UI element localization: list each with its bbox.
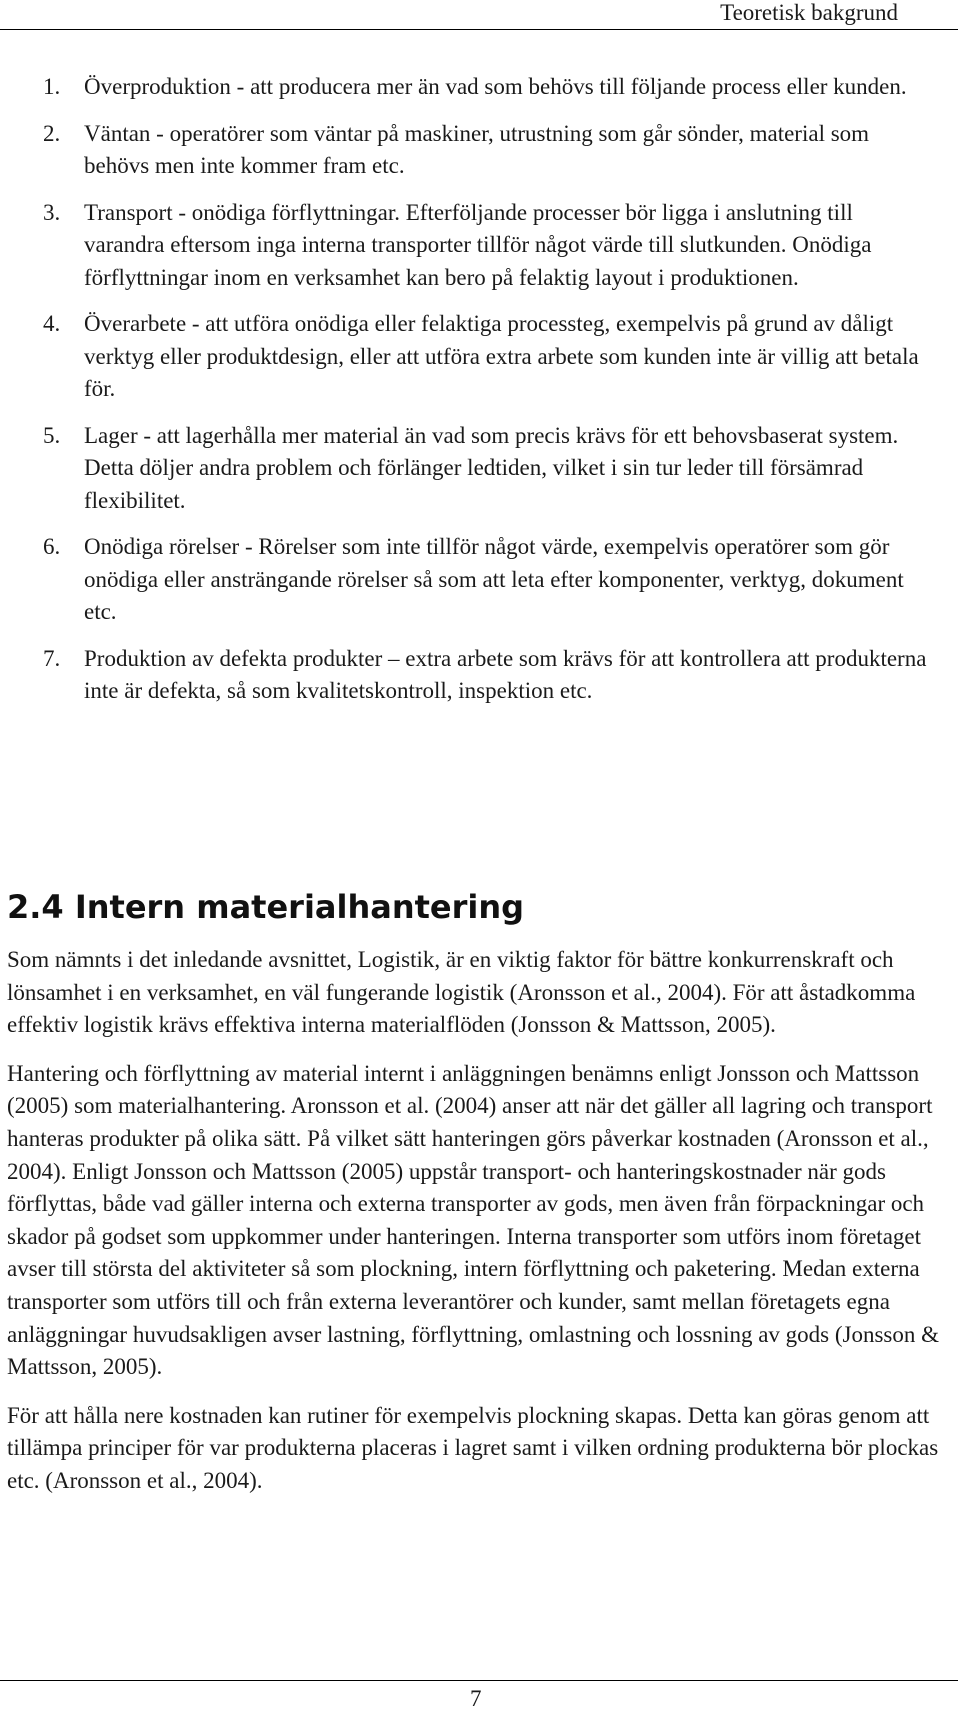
page-footer: [0, 1680, 958, 1711]
list-text: Överarbete - att utföra onödiga eller felaktiga processteg, exempelvis på grund av dåligt verktyg eller produktdesign, eller att utföra extra arbete som kunden inte är villig att betala för.: [84, 311, 919, 401]
list-text: Produktion av defekta produkter – extra arbete som krävs för att kontrollera att produkterna inte är defekta, så som kvalitetskontroll, inspektion etc.: [84, 645, 927, 703]
list-number: 7.: [43, 645, 61, 671]
header-title: Teoretisk bakgrund: [720, 0, 898, 25]
waste-list: [0, 71, 958, 722]
list-item: [0, 71, 958, 104]
list-text: Transport - onödiga förflyttningar. Efterföljande processer bör ligga i anslutning till varandra eftersom inga interna transporter tillför något värde till slutkunden. Onödiga förflyttningar inom en verksamhet kan bero på felaktig layout i produktionen.: [84, 199, 872, 290]
list-number: 5.: [43, 422, 61, 448]
running-header: [0, 0, 958, 30]
list-text: Väntan - operatörer som väntar på maskiner, utrustning som går sönder, material som behövs men inte kommer fram etc.: [84, 120, 870, 178]
list-item: [0, 420, 958, 518]
list-number: 6.: [43, 534, 61, 559]
list-text: Överproduktion - att producera mer än vad som behövs till följande process eller kunden.: [84, 74, 907, 99]
body-paragraph: För att hålla nere kostnaden kan rutiner för exempelvis plockning skapas. Detta kan göras genom att tillämpa principer för var produkterna placeras i lagret samt i vilken ordning produkterna bör plockas etc. (Aronsson et al., 2004).: [7, 1402, 939, 1493]
list-text: Onödiga rörelser - Rörelser som inte tillför något värde, exempelvis operatörer som gör onödiga eller ansträngande rörelser så som att leta efter komponenter, verktyg, dokument etc.: [84, 534, 904, 624]
list-item: [0, 643, 958, 708]
list-item: [0, 531, 958, 629]
body-paragraph: Som nämnts i det inledande avsnittet, Logistik, är en viktig faktor för bättre konkurrenskraft och lönsamhet i en verksamhet, en väl fungerande logistik (Aronsson et al., 2004). För att åstadkomma effektiv logistik krävs effektiva interna materialflöden (Jonsson & Mattsson, 2005).: [7, 947, 916, 1038]
page-number: 7: [470, 1686, 482, 1711]
section-body: [7, 944, 952, 1514]
list-text: Lager - att lagerhålla mer material än vad som precis krävs för ett behovsbaserat system. Detta döljer andra problem och förlänger ledtiden, vilket i sin tur leder till försämrad flexibilitet.: [84, 422, 899, 513]
body-paragraph: Hantering och förflyttning av material internt i anläggningen benämns enligt Jonsson och Mattsson (2005) som materialhantering. Aronsson et al. (2004) anser att när det gäller all lagring och transport hanteras produkter på olika sätt. På vilket sätt hanteringen görs påverkar kostnaden (Aronsson et al., 2004). Enligt Jonsson och Mattsson (2005) uppstår transport- och hanteringskostnader när gods förflyttas, både vad gäller interna och externa transporter av gods, men även från förpackningar och skador på godset som uppkommer under hanteringen. Interna transporter som utförs inom företaget avser till största del aktiviteter så som plockning, intern förflyttning och paketering. Medan externa transporter som utförs till och från externa leverantörer och kunder, samt mellan företagets egna anläggningar huvudsakligen avser lastning, förflyttning, omlastning och lossning av gods (Jonsson & Mattsson, 2005).: [7, 1060, 940, 1380]
list-number: 2.: [43, 120, 61, 146]
list-number: 1.: [43, 74, 61, 99]
list-item: [0, 308, 958, 406]
list-item: [0, 197, 958, 295]
list-item: [0, 118, 958, 183]
list-number: 3.: [43, 199, 61, 225]
section-heading: 2.4 Intern materialhantering: [7, 888, 525, 926]
list-number: 4.: [43, 311, 61, 336]
